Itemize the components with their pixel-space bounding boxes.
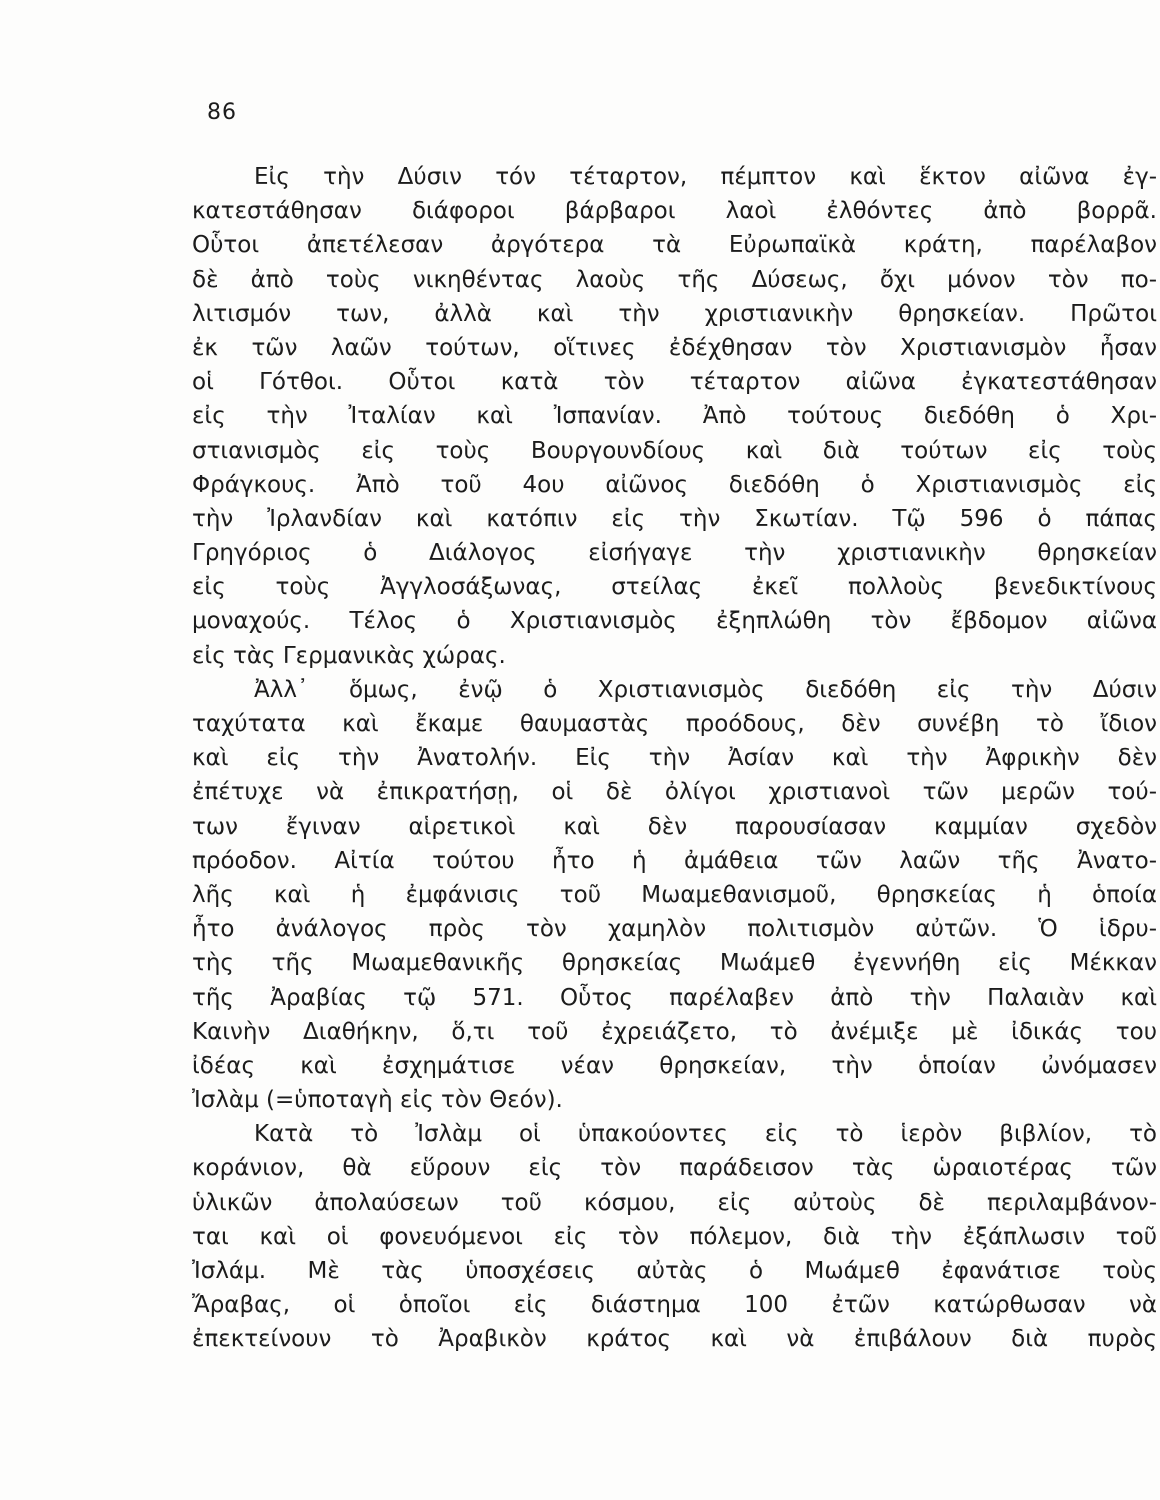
text-line: εἰς τοὺς Ἀγγλοσάξωνας, στείλας ἐκεῖ πολλοὺς βενεδικτίνους — [192, 574, 1157, 601]
text-line: Ἄραβας, οἱ ὁποῖοι εἰς διάστημα 100 ἐτῶν κατώρθωσαν νὰ — [192, 1292, 1157, 1319]
text-line: Εἰς τὴν Δύσιν τόν τέταρτον, πέμπτον καὶ ἕκτον αἰῶνα ἐγ- — [254, 164, 1157, 190]
text-line: κοράνιον, θὰ εὕρουν εἰς τὸν παράδεισον τὰς ὡραιοτέρας τῶν — [192, 1155, 1157, 1182]
text-line: Κατὰ τὸ Ἰσλὰμ οἱ ὑπακούοντες εἰς τὸ ἱερὸν βιβλίον, τὸ — [254, 1121, 1157, 1148]
text-line: Γρηγόριος ὁ Διάλογος εἰσήγαγε τὴν χριστιανικὴν θρησκείαν — [192, 540, 1157, 567]
text-line: ται καὶ οἱ φονευόμενοι εἰς τὸν πόλεμον, διὰ τὴν ἐξάπλωσιν τοῦ — [192, 1223, 1157, 1250]
text-line: Φράγκους. Ἀπὸ τοῦ 4ου αἰῶνος διεδόθη ὁ Χριστιανισμὸς εἰς — [192, 471, 1157, 498]
text-line: Ἰσλὰμ (=ὑποταγὴ εἰς τὸν Θεόν). — [192, 1087, 563, 1114]
text-line: ἦτο ἀνάλογος πρὸς τὸν χαμηλὸν πολιτισμὸν αὐτῶν. Ὁ ἱδρυ- — [192, 916, 1157, 943]
text-line: τὴν Ἰρλανδίαν καὶ κατόπιν εἰς τὴν Σκωτίαν. Τῷ 596 ὁ πάπας — [192, 505, 1157, 532]
text-line: Καινὴν Διαθήκην, ὅ,τι τοῦ ἐχρειάζετο, τὸ ἀνέμιξε μὲ ἰδικάς του — [192, 1018, 1157, 1045]
text-line: μοναχούς. Τέλος ὁ Χριστιανισμὸς ἐξηπλώθη τὸν ἔβδομον αἰῶνα — [192, 608, 1157, 635]
text-line: Ἰσλάμ. Μὲ τὰς ὑποσχέσεις αὐτὰς ὁ Μωάμεθ ἐφανάτισε τοὺς — [192, 1258, 1157, 1284]
text-line: στιανισμὸς εἰς τοὺς Βουργουνδίους καὶ διὰ τούτων εἰς τοὺς — [192, 437, 1157, 464]
text-line: των ἔγιναν αἱρετικοὶ καὶ δὲν παρουσίασαν καμμίαν σχεδὸν — [192, 813, 1157, 840]
text-line: τὴς τῆς Μωαμεθανικῆς θρησκείας Μωάμεθ ἐγεννήθη εἰς Μέκκαν — [192, 950, 1157, 977]
text-line: Ἀλλ᾽ ὅμως, ἐνῷ ὁ Χριστιανισμὸς διεδόθη εἰς τὴν Δύσιν — [254, 676, 1157, 703]
text-line: καὶ εἰς τὴν Ἀνατολήν. Εἰς τὴν Ἀσίαν καὶ τὴν Ἀφρικὴν δὲν — [192, 745, 1157, 772]
text-line: εἰς τὰς Γερμανικὰς χώρας. — [192, 642, 506, 669]
page-number: 86 — [207, 100, 237, 125]
text-line: δὲ ἀπὸ τοὺς νικηθέντας λαοὺς τῆς Δύσεως, ὄχι μόνον τὸν πο- — [192, 266, 1157, 293]
text-line: ἐπέτυχε νὰ ἐπικρατήσῃ, οἱ δὲ ὀλίγοι χριστιανοὶ τῶν μερῶν τού- — [192, 779, 1157, 806]
text-line: ἰδέας καὶ ἐσχημάτισε νέαν θρησκείαν, τὴν ὁποίαν ὠνόμασεν — [192, 1052, 1157, 1079]
text-line: πρόοδον. Αἰτία τούτου ἦτο ἡ ἀμάθεια τῶν λαῶν τῆς Ἀνατο- — [192, 847, 1157, 874]
text-line: ταχύτατα καὶ ἔκαμε θαυμαστὰς προόδους, δὲν συνέβη τὸ ἴδιον — [192, 711, 1157, 737]
text-line: οἱ Γότθοι. Οὗτοι κατὰ τὸν τέταρτον αἰῶνα ἐγκατεστάθησαν — [192, 369, 1157, 396]
text-line: λῆς καὶ ἡ ἐμφάνισις τοῦ Μωαμεθανισμοῦ, θρησκείας ἡ ὁποία — [192, 881, 1157, 908]
text-line: κατεστάθησαν διάφοροι βάρβαροι λαοὶ ἐλθόντες ἀπὸ βορρᾶ. — [192, 198, 1157, 225]
body-text — [192, 160, 1157, 1357]
text-line: Οὗτοι ἀπετέλεσαν ἀργότερα τὰ Εὐρωπαϊκὰ κράτη, παρέλαβον — [192, 232, 1157, 259]
text-line: λιτισμόν των, ἀλλὰ καὶ τὴν χριστιανικὴν θρησκείαν. Πρῶτοι — [192, 300, 1157, 327]
text-line: ὑλικῶν ἀπολαύσεων τοῦ κόσμου, εἰς αὐτοὺς δὲ περιλαμβάνον- — [192, 1189, 1157, 1216]
text-line: τῆς Ἀραβίας τῷ 571. Οὗτος παρέλαβεν ἀπὸ τὴν Παλαιὰν καὶ — [192, 984, 1157, 1011]
text-line: ἐκ τῶν λαῶν τούτων, οἵτινες ἐδέχθησαν τὸν Χριστιανισμὸν ἦσαν — [192, 334, 1157, 361]
text-line: ἐπεκτείνουν τὸ Ἀραβικὸν κράτος καὶ νὰ ἐπιβάλουν διὰ πυρὸς — [192, 1326, 1157, 1353]
text-line: εἰς τὴν Ἰταλίαν καὶ Ἰσπανίαν. Ἀπὸ τούτους διεδόθη ὁ Χρι- — [192, 403, 1157, 430]
